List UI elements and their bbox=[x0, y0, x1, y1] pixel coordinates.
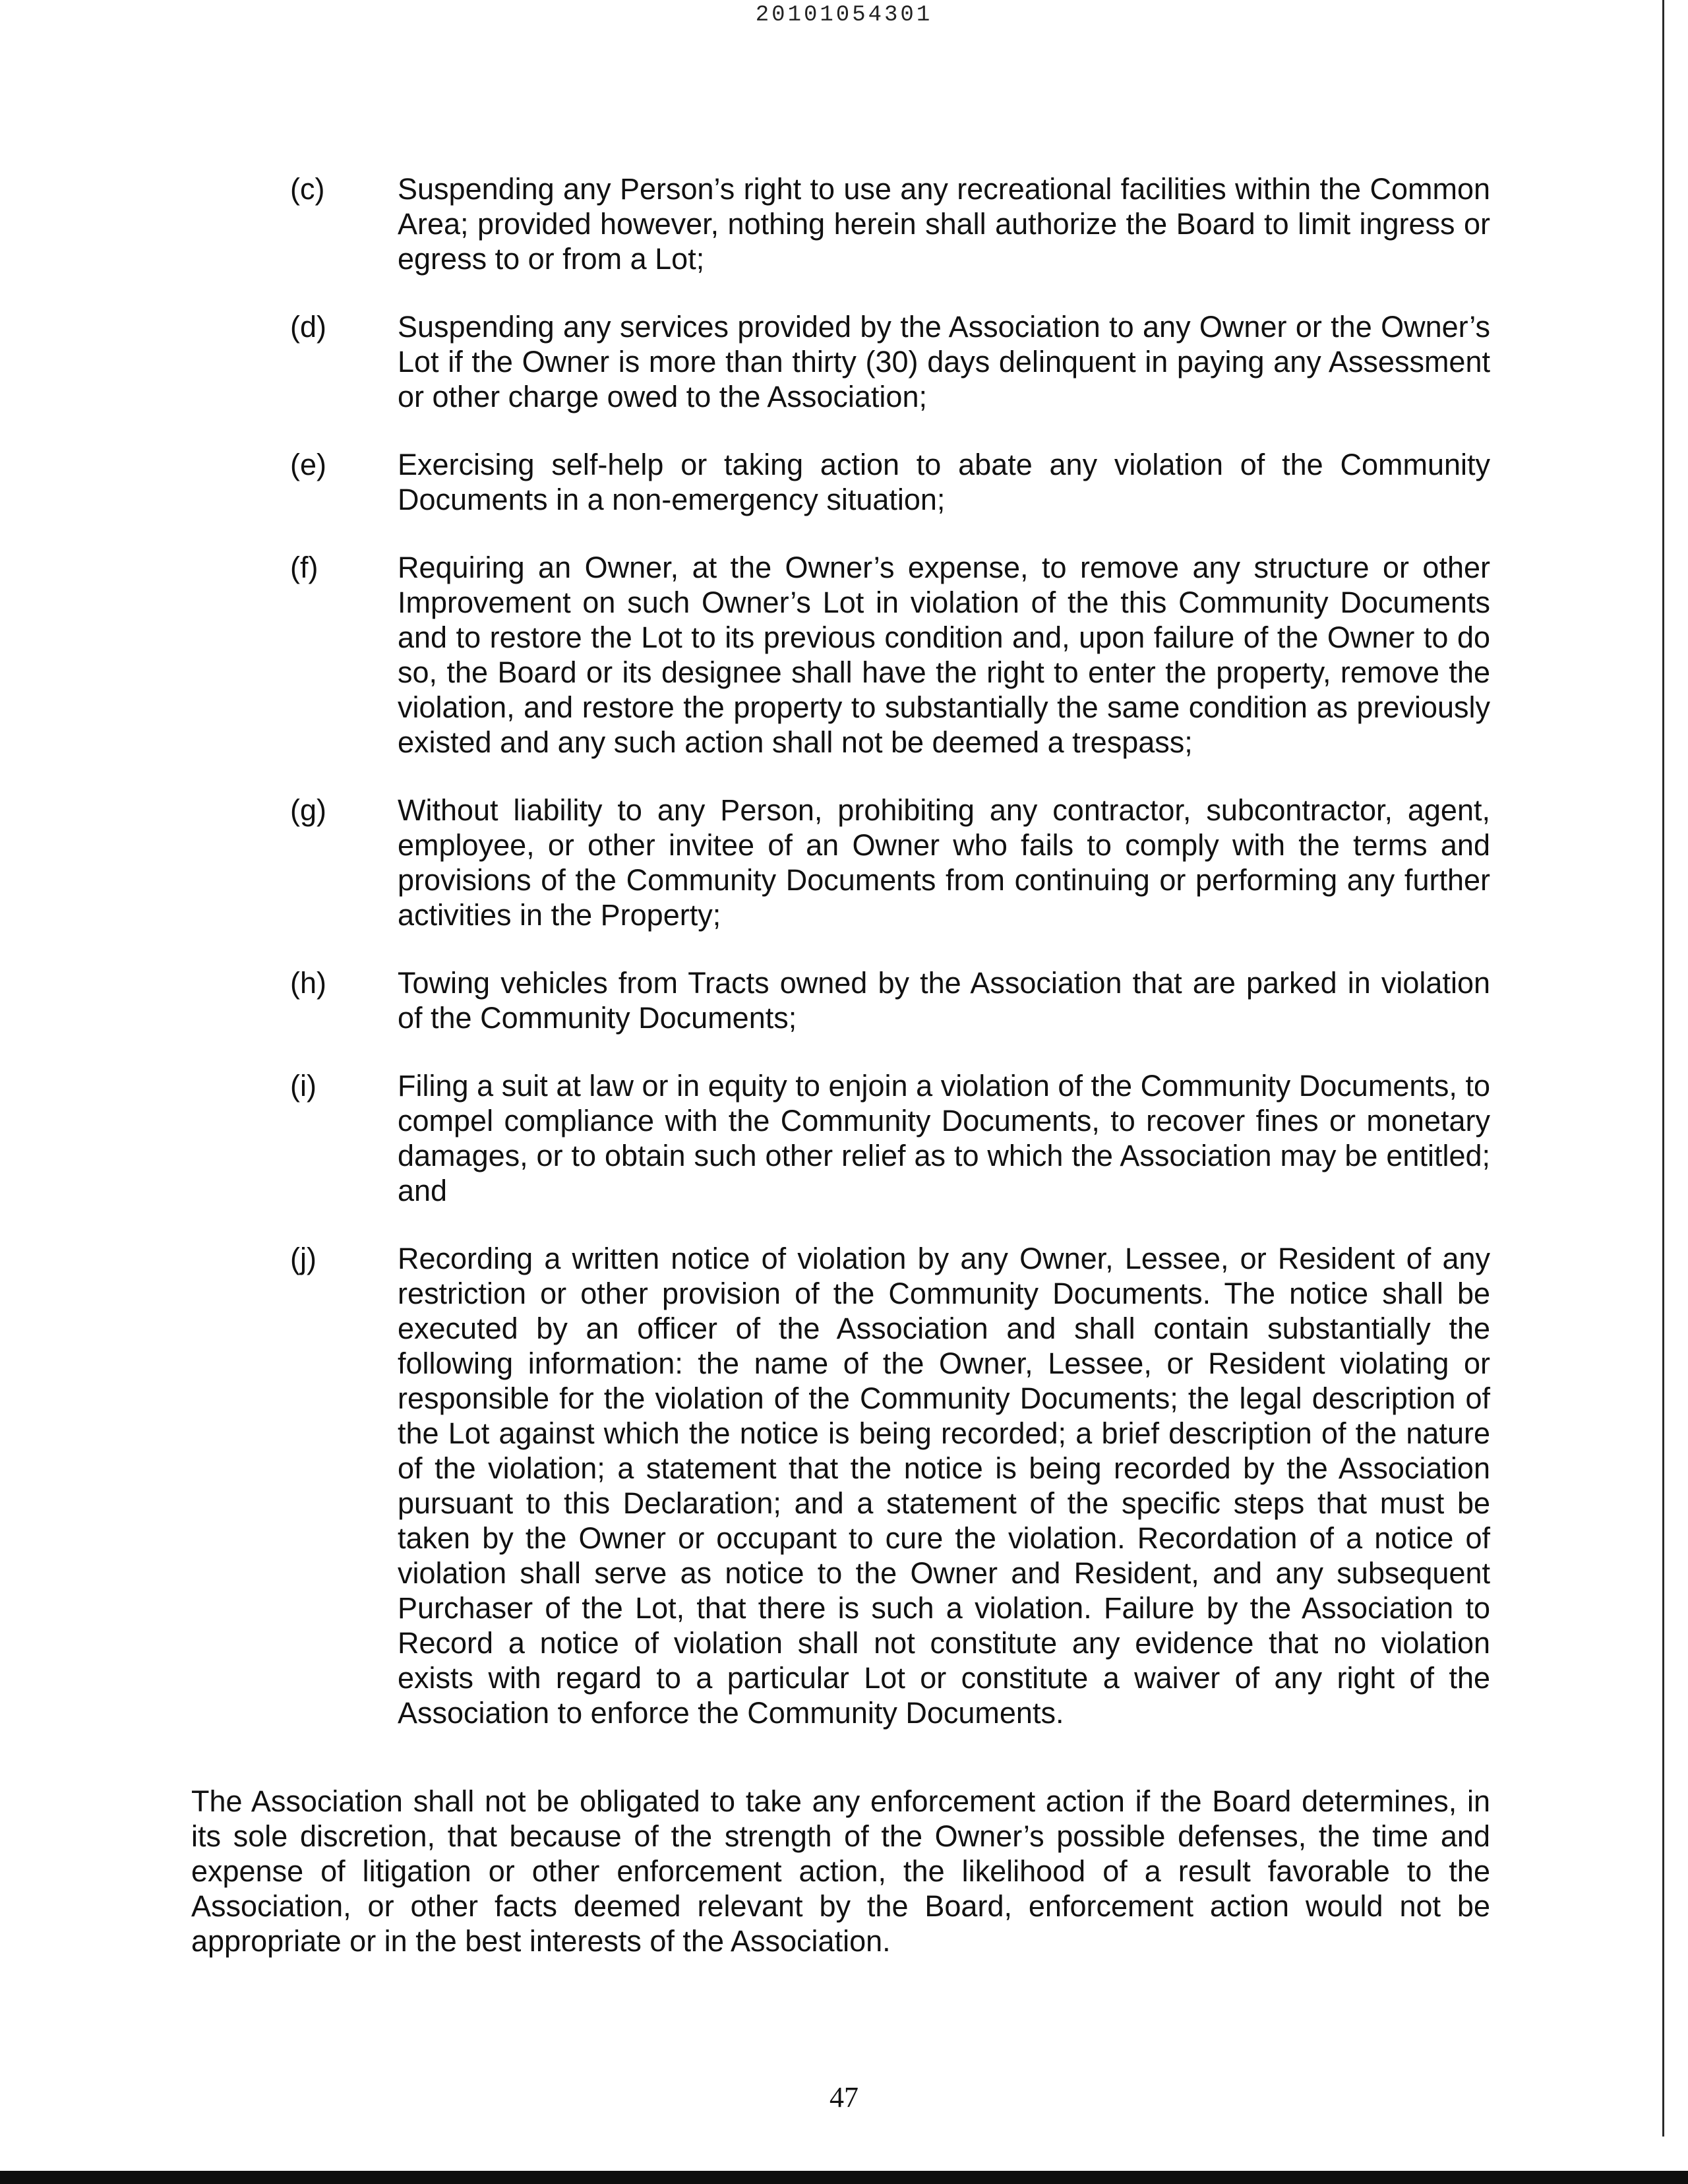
item-text: Recording a written notice of violation by any Owner, Lessee, or Resident of any restriction or other provision of the Community Documents. The notice shall be executed by an officer of the Association and shall contain substantially the following information: the name of the Owner, Lessee, or Resident violating or responsible for the violation of the Community Documents; the legal description of the Lot against which the notice is being recorded; a brief description of the nature of the violation; a statement that the notice is being recorded by the Association pursuant to this Declaration; and a statement of the specific steps that must be taken by the Owner or occupant to cure the violation. Recordation of a notice of violation shall serve as notice to the Owner and Resident, and any subsequent Purchaser of the Lot, that there is such a violation. Failure by the Association to Record a notice of violation shall not constitute any evidence that no violation exists with regard to a particular Lot or constitute a waiver of any right of the Association to enforce the Community Documents. bbox=[398, 1242, 1490, 1730]
list-item bbox=[290, 309, 1490, 414]
item-label: (d) bbox=[290, 310, 326, 344]
item-text: Exercising self-help or taking action to abate any violation of the Community Documents in a non-emergency situation; bbox=[398, 448, 1490, 516]
list-item bbox=[290, 1068, 1490, 1208]
item-label: (i) bbox=[290, 1069, 316, 1103]
enforcement-list bbox=[290, 171, 1490, 1763]
item-label: (g) bbox=[290, 793, 326, 827]
item-label: (e) bbox=[290, 448, 326, 481]
closing-paragraph: The Association shall not be obligated to take any enforcement action if the Board determines, in its sole discretion, that because of the strength of the Owner’s possible defenses, the time and expense of litigation or other enforcement action, the likelihood of a result favorable to the Association, or other facts deemed relevant by the Board, enforcement action would not be appropriate or in the best interests of the Association. bbox=[191, 1784, 1490, 1958]
list-item bbox=[290, 171, 1490, 276]
item-text: Suspending any Person’s right to use any recreational facilities within the Common Area; provided however, nothing herein shall authorize the Board to limit ingress or egress to or from a Lot; bbox=[398, 172, 1490, 276]
list-item bbox=[290, 793, 1490, 932]
list-item bbox=[290, 550, 1490, 760]
scan-bottom-band bbox=[0, 2171, 1688, 2184]
item-text: Without liability to any Person, prohibiting any contractor, subcontractor, agent, employee, or other invitee of an Owner who fails to comply with the terms and provisions of the Community Documents from continuing or performing any further activities in the Property; bbox=[398, 793, 1490, 932]
item-text: Requiring an Owner, at the Owner’s expense, to remove any structure or other Improvement on such Owner’s Lot in violation of the this Community Documents and to restore the Lot to its previous condition and, upon failure of the Owner to do so, the Board or its designee shall have the right to enter the property, remove the violation, and restore the property to substantially the same condition as previously existed and any such action shall not be deemed a trespass; bbox=[398, 551, 1490, 759]
list-item bbox=[290, 1241, 1490, 1730]
item-label: (f) bbox=[290, 551, 318, 584]
item-label: (h) bbox=[290, 966, 326, 1000]
document-number: 20101054301 bbox=[755, 3, 933, 28]
list-item bbox=[290, 965, 1490, 1035]
list-item bbox=[290, 447, 1490, 517]
page-number: 47 bbox=[829, 2081, 859, 2113]
item-label: (j) bbox=[290, 1242, 316, 1275]
scan-edge-line bbox=[1662, 0, 1664, 2137]
item-text: Towing vehicles from Tracts owned by the Association that are parked in violation of the Community Documents; bbox=[398, 966, 1490, 1035]
item-label: (c) bbox=[290, 172, 325, 206]
item-text: Suspending any services provided by the Association to any Owner or the Owner’s Lot if the Owner is more than thirty (30) days delinquent in paying any Assessment or other charge owed to the Association; bbox=[398, 310, 1490, 413]
item-text: Filing a suit at law or in equity to enjoin a violation of the Community Documents, to compel compliance with the Community Documents, to recover fines or monetary damages, or to obtain such other relief as to which the Association may be entitled; and bbox=[398, 1069, 1490, 1207]
